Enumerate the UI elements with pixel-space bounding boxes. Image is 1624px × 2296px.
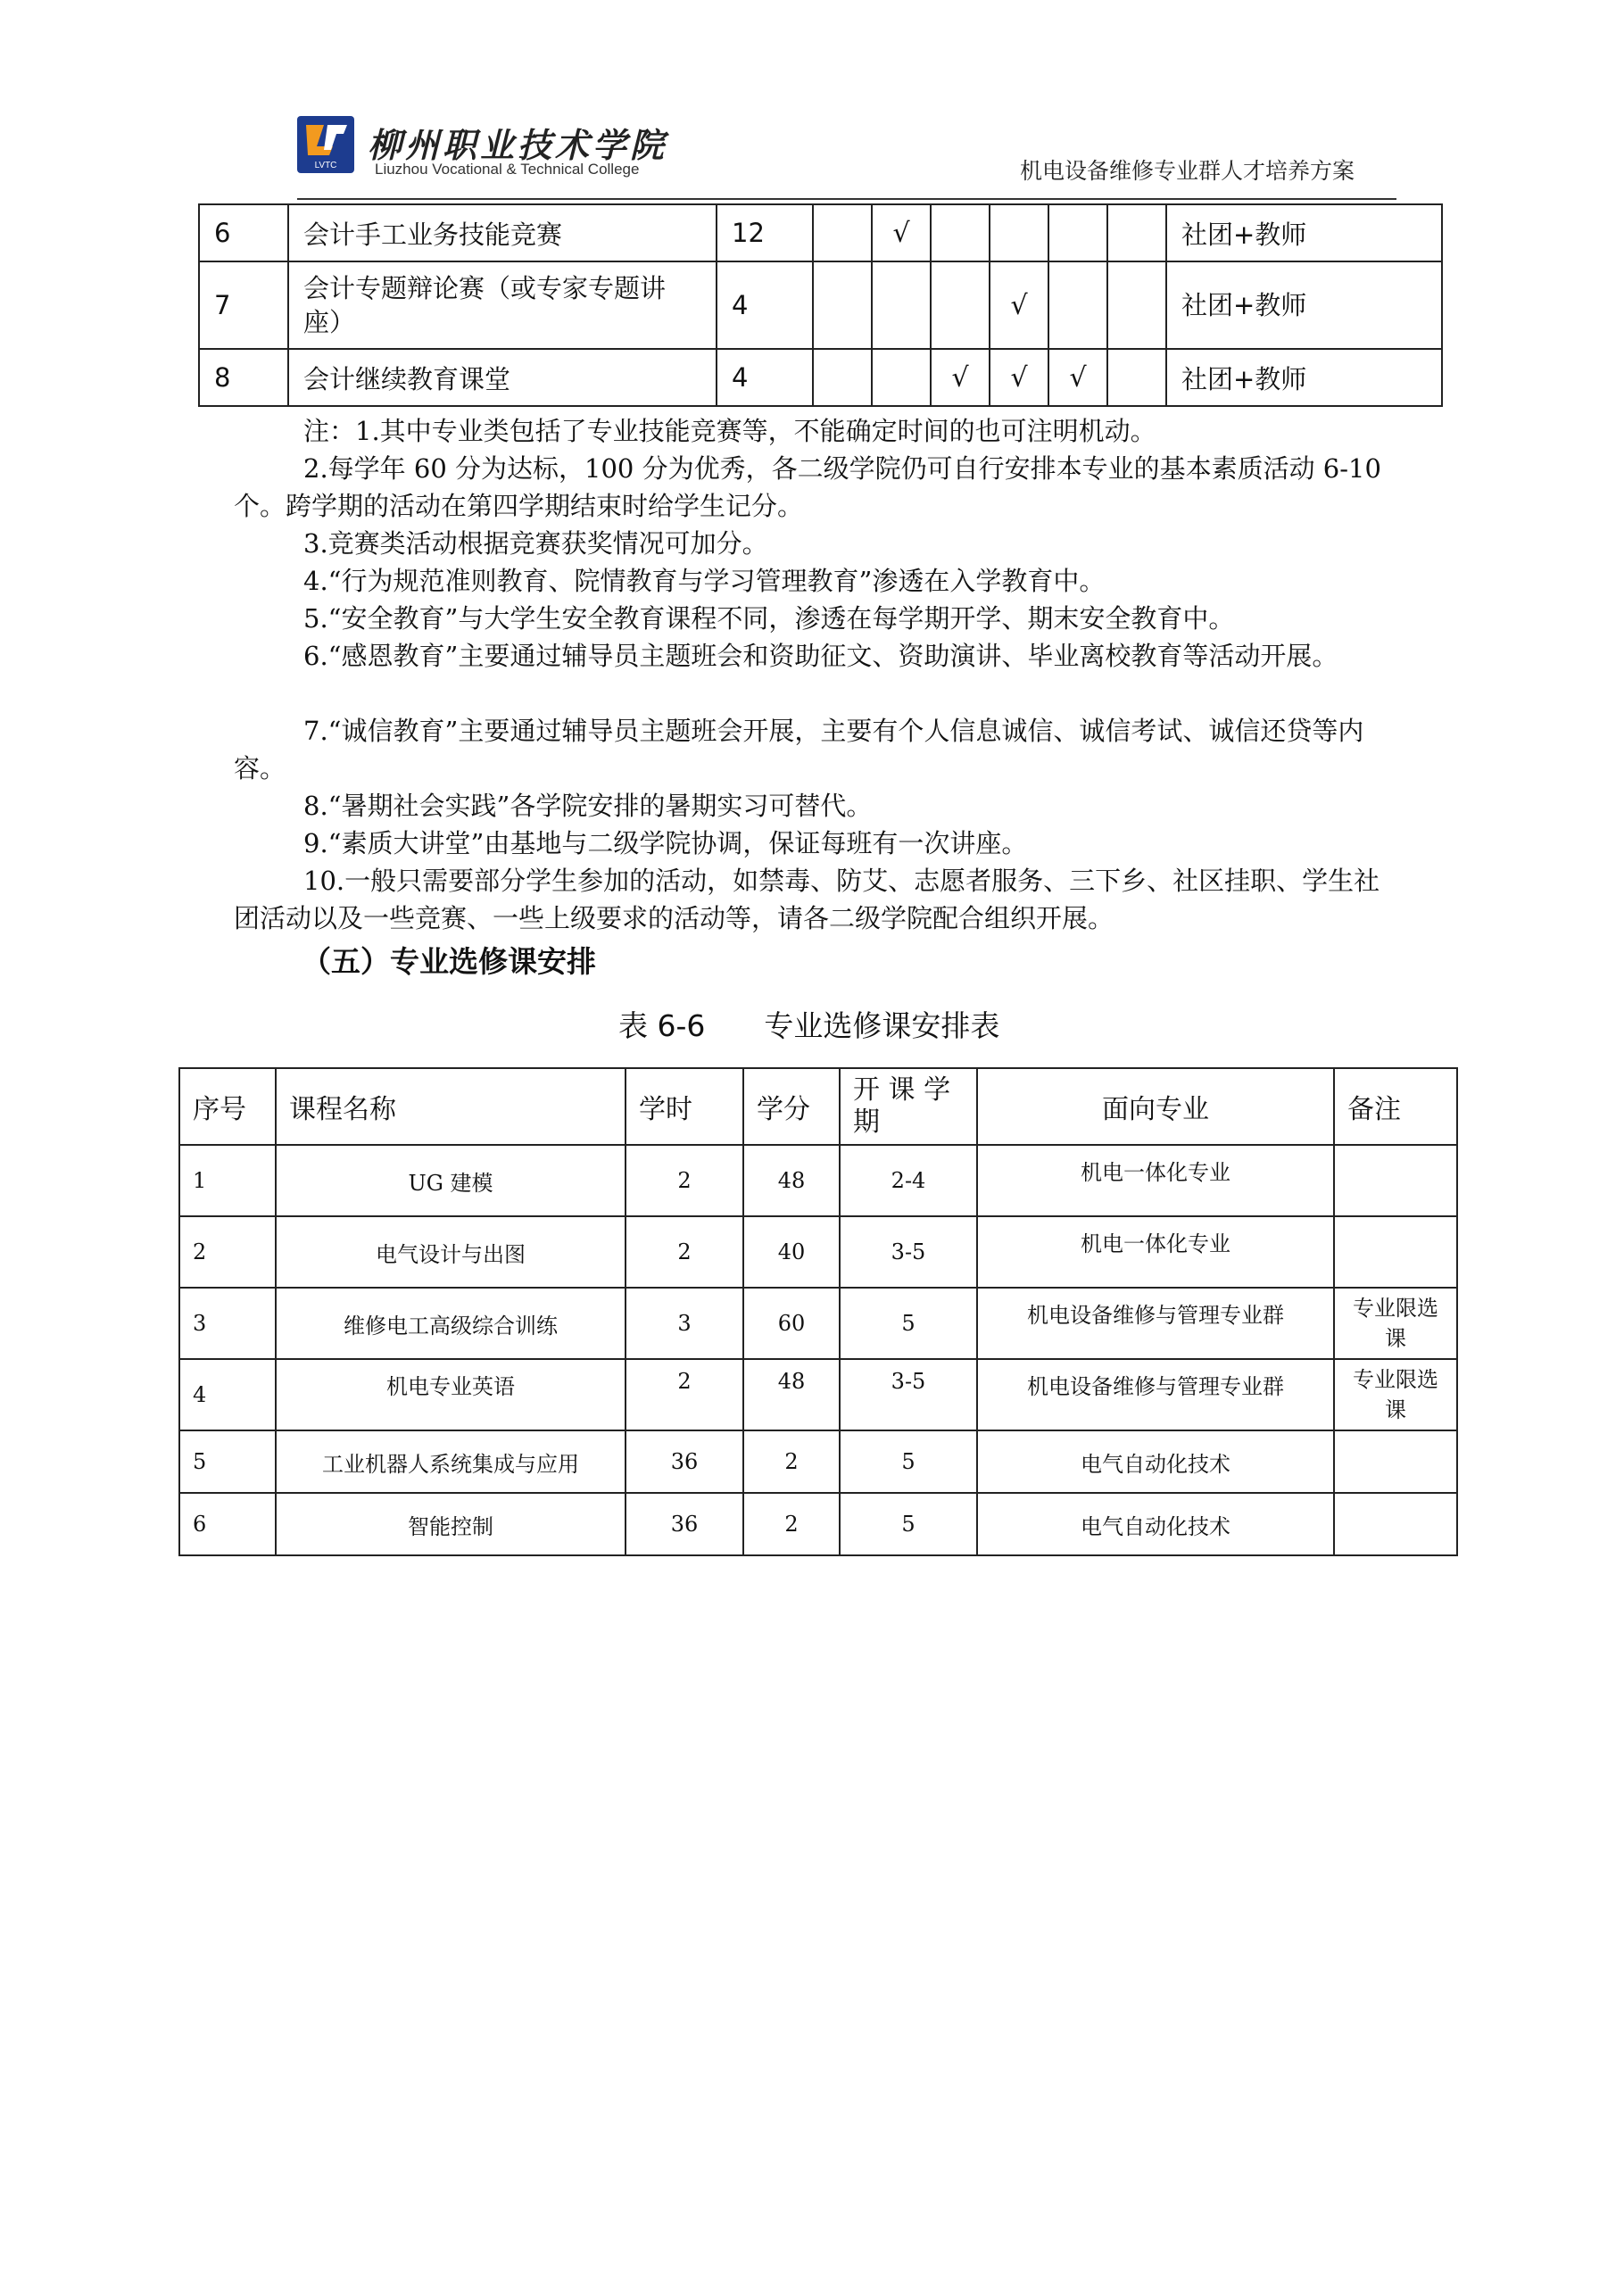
activity-score: 4	[717, 349, 813, 406]
table-row	[199, 261, 1442, 349]
course-term: 5	[840, 1493, 977, 1555]
table-row	[199, 349, 1442, 406]
activity-name: 会计继续教育课堂	[288, 349, 717, 406]
check-cell	[990, 204, 1048, 261]
course-credits: 48	[743, 1145, 840, 1216]
course-term: 3-5	[840, 1359, 977, 1430]
header-course-name: 课程名称	[276, 1068, 626, 1145]
table-row	[199, 204, 1442, 261]
row-number: 7	[199, 261, 288, 349]
course-credits: 48	[743, 1359, 840, 1430]
note-4: 4.“行为规范准则教育、院情教育与学习管理教育”渗透在入学教育中。	[303, 566, 1106, 596]
course-hours: 3	[626, 1288, 743, 1359]
document-title: 机电设备维修专业群人才培养方案	[1020, 158, 1355, 184]
note-2: 2.每学年 60 分为达标，100 分为优秀，各二级学院仍可自行安排本专业的基本素质活动 6-10 个。跨学期的活动在第四学期结束时给学生记分。	[234, 453, 1381, 521]
course-term: 5	[840, 1430, 977, 1493]
activity-score: 12	[717, 204, 813, 261]
course-remark	[1334, 1216, 1457, 1288]
course-name: UG 建模	[276, 1145, 626, 1216]
course-name: 机电专业英语	[276, 1359, 626, 1430]
table-row	[179, 1359, 1457, 1430]
course-number: 2	[179, 1216, 276, 1288]
table-row	[179, 1145, 1457, 1216]
activity-organizer: 社团+教师	[1166, 349, 1442, 406]
check-cell: √	[872, 204, 931, 261]
check-cell	[1048, 261, 1107, 349]
header-hours: 学时	[626, 1068, 743, 1145]
school-name-en: Liuzhou Vocational & Technical College	[375, 161, 640, 178]
check-cell: √	[990, 261, 1048, 349]
course-remark	[1334, 1430, 1457, 1493]
course-major: 机电一体化专业	[977, 1145, 1334, 1216]
row-number: 6	[199, 204, 288, 261]
check-cell	[931, 204, 990, 261]
activity-organizer: 社团+教师	[1166, 204, 1442, 261]
check-cell	[813, 204, 872, 261]
course-name: 维修电工高级综合训练	[276, 1288, 626, 1359]
course-number: 1	[179, 1145, 276, 1216]
check-cell	[813, 261, 872, 349]
row-number: 8	[199, 349, 288, 406]
check-cell	[872, 349, 931, 406]
course-credits: 2	[743, 1430, 840, 1493]
course-name: 工业机器人系统集成与应用	[276, 1430, 626, 1493]
school-name: 柳州职业技术学院	[368, 125, 668, 165]
course-remark	[1334, 1493, 1457, 1555]
course-major: 机电设备维修与管理专业群	[977, 1288, 1334, 1359]
table-caption: 表 6-6 专业选修课安排表	[618, 1008, 1000, 1043]
header-major: 面向专业	[977, 1068, 1334, 1145]
course-number: 3	[179, 1288, 276, 1359]
note-9: 9.“素质大讲堂”由基地与二级学院协调，保证每班有一次讲座。	[303, 828, 1028, 858]
note-3: 3.竞赛类活动根据竞赛获奖情况可加分。	[303, 528, 768, 559]
college-logo	[297, 116, 354, 173]
check-cell	[1107, 261, 1166, 349]
course-hours: 2	[626, 1145, 743, 1216]
course-remark: 专业限选课	[1334, 1359, 1457, 1430]
course-number: 6	[179, 1493, 276, 1555]
header-term: 开 课 学 期	[840, 1068, 977, 1145]
logo-text: LVTC	[314, 161, 337, 170]
check-cell	[1107, 349, 1166, 406]
check-cell	[813, 349, 872, 406]
activity-name: 会计手工业务技能竞赛	[288, 204, 717, 261]
course-remark	[1334, 1145, 1457, 1216]
electives-table	[178, 1067, 1458, 1556]
course-hours: 36	[626, 1430, 743, 1493]
note-7: 7.“诚信教育”主要通过辅导员主题班会开展，主要有个人信息诚信、诚信考试、诚信还贷等内容。	[234, 716, 1364, 783]
table-row	[179, 1216, 1457, 1288]
course-credits: 60	[743, 1288, 840, 1359]
course-major: 机电设备维修与管理专业群	[977, 1359, 1334, 1430]
course-term: 3-5	[840, 1216, 977, 1288]
check-cell: √	[990, 349, 1048, 406]
course-major: 电气自动化技术	[977, 1430, 1334, 1493]
note-1: 注：1.其中专业类包括了专业技能竞赛等，不能确定时间的也可注明机动。	[303, 416, 1156, 446]
header-credits: 学分	[743, 1068, 840, 1145]
activities-table	[198, 203, 1443, 407]
activity-organizer: 社团+教师	[1166, 261, 1442, 349]
table-row	[179, 1288, 1457, 1359]
activity-score: 4	[717, 261, 813, 349]
course-term: 2-4	[840, 1145, 977, 1216]
check-cell: √	[931, 349, 990, 406]
check-cell	[1107, 204, 1166, 261]
activity-name: 会计专题辩论赛（或专家专题讲座）	[288, 261, 717, 349]
course-remark: 专业限选课	[1334, 1288, 1457, 1359]
course-hours: 36	[626, 1493, 743, 1555]
course-major: 机电一体化专业	[977, 1216, 1334, 1288]
check-cell: √	[1048, 349, 1107, 406]
note-8: 8.“暑期社会实践”各学院安排的暑期实习可替代。	[303, 791, 873, 821]
note-5: 5.“安全教育”与大学生安全教育课程不同，渗透在每学期开学、期末安全教育中。	[303, 603, 1235, 634]
table-header-row	[179, 1068, 1457, 1145]
check-cell	[1048, 204, 1107, 261]
header-remark: 备注	[1334, 1068, 1457, 1145]
note-6: 6.“感恩教育”主要通过辅导员主题班会和资助征文、资助演讲、毕业离校教育等活动开展。	[303, 641, 1338, 671]
check-cell	[872, 261, 931, 349]
table-row	[179, 1430, 1457, 1493]
section-title: （五）专业选修课安排	[302, 944, 596, 979]
header-divider	[297, 198, 1396, 200]
course-hours: 2	[626, 1359, 743, 1430]
course-credits: 40	[743, 1216, 840, 1288]
course-major: 电气自动化技术	[977, 1493, 1334, 1555]
course-hours: 2	[626, 1216, 743, 1288]
note-10: 10.一般只需要部分学生参加的活动，如禁毒、防艾、志愿者服务、三下乡、社区挂职、学生社团活动以及一些竞赛、一些上级要求的活动等，请各二级学院配合组织开展。	[234, 866, 1380, 933]
header-number: 序号	[179, 1068, 276, 1145]
course-name: 电气设计与出图	[276, 1216, 626, 1288]
course-term: 5	[840, 1288, 977, 1359]
check-cell	[931, 261, 990, 349]
course-name: 智能控制	[276, 1493, 626, 1555]
course-credits: 2	[743, 1493, 840, 1555]
course-number: 4	[179, 1359, 276, 1430]
course-number: 5	[179, 1430, 276, 1493]
table-row	[179, 1493, 1457, 1555]
